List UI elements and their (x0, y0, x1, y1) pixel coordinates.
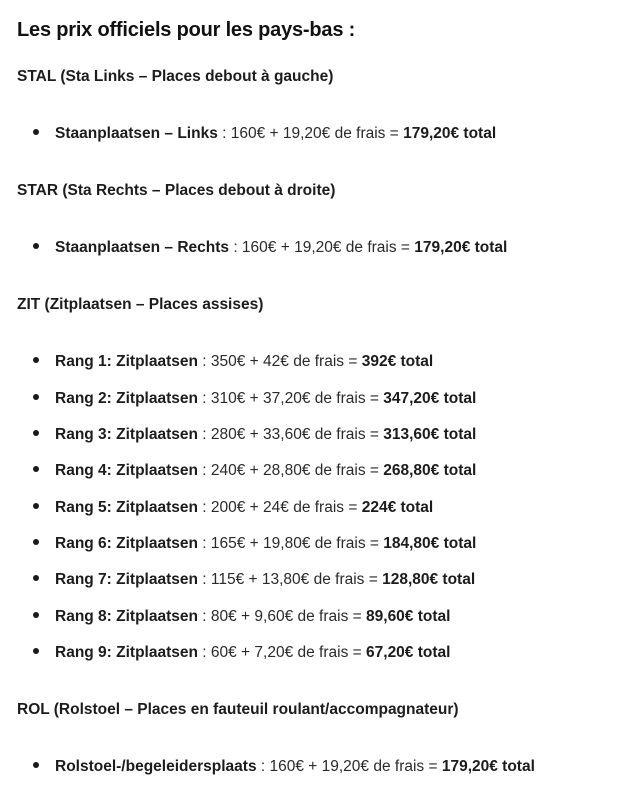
price-total: 392€ total (361, 353, 434, 370)
price-total: 347,20€ total (383, 390, 477, 407)
price-total: 179,20€ total (403, 125, 497, 142)
price-total: 89,60€ total (366, 608, 451, 625)
bullet-icon (33, 612, 39, 618)
price-total: 268,80€ total (383, 462, 477, 479)
price-detail: : 310€ + 37,20€ de frais = (197, 390, 384, 407)
ticket-name: Rang 6: Zitplaatsen (55, 535, 198, 552)
price-detail: : 160€ + 19,20€ de frais = (217, 125, 404, 142)
bullet-icon (33, 575, 39, 581)
price-total: 128,80€ total (382, 571, 476, 588)
ticket-name: Rang 8: Zitplaatsen (55, 608, 198, 625)
section-heading-stal: STAL (Sta Links – Places debout à gauche) (17, 68, 334, 85)
price-item (33, 499, 433, 517)
price-detail: : 160€ + 19,20€ de frais = (256, 758, 442, 775)
price-item (33, 426, 476, 444)
price-item (33, 571, 475, 589)
price-item (33, 353, 433, 371)
bullet-icon (33, 466, 39, 472)
ticket-name: Rang 2: Zitplaatsen (55, 390, 198, 407)
ticket-name: Rang 7: Zitplaatsen (55, 571, 198, 588)
section-heading-zit: ZIT (Zitplaatsen – Places assises) (17, 296, 264, 313)
bullet-icon (33, 357, 39, 363)
price-total: 179,20€ total (441, 758, 535, 775)
bullet-icon (33, 762, 39, 768)
section-heading-star: STAR (Sta Rechts – Places debout à droite) (17, 182, 336, 199)
ticket-name: Rang 5: Zitplaatsen (55, 499, 198, 516)
price-item (33, 390, 476, 408)
price-item (33, 239, 507, 257)
ticket-name: Staanplaatsen – Rechts (55, 239, 230, 256)
ticket-name: Rang 9: Zitplaatsen (55, 644, 198, 661)
bullet-icon (33, 394, 39, 400)
price-detail: : 165€ + 19,80€ de frais = (197, 535, 384, 552)
price-detail: : 240€ + 28,80€ de frais = (197, 462, 384, 479)
bullet-icon (33, 648, 39, 654)
bullet-icon (33, 243, 39, 249)
bullet-icon (33, 129, 39, 135)
price-detail: : 115€ + 13,80€ de frais = (197, 571, 383, 588)
bullet-icon (33, 430, 39, 436)
page-title: Les prix officiels pour les pays-bas : (17, 19, 356, 41)
price-total: 313,60€ total (383, 426, 477, 443)
bullet-icon (33, 539, 39, 545)
price-item (33, 644, 450, 662)
bullet-icon (33, 503, 39, 509)
price-detail: : 280€ + 33,60€ de frais = (197, 426, 384, 443)
price-total: 184,80€ total (383, 535, 477, 552)
price-total: 67,20€ total (366, 644, 451, 661)
price-item (33, 608, 450, 626)
price-item (33, 758, 535, 776)
price-detail: : 160€ + 19,20€ de frais = (229, 239, 415, 256)
section-heading-rol: ROL (Rolstoel – Places en fauteuil roulant/accompagnateur) (17, 701, 459, 718)
ticket-name: Rolstoel-/begeleidersplaats (55, 758, 257, 775)
ticket-name: Rang 1: Zitplaatsen (55, 353, 198, 370)
ticket-name: Rang 4: Zitplaatsen (55, 462, 198, 479)
price-item (33, 125, 496, 143)
price-detail: : 350€ + 42€ de frais = (197, 353, 362, 370)
price-total: 179,20€ total (414, 239, 508, 256)
ticket-name: Staanplaatsen – Links (55, 125, 218, 142)
price-detail: : 60€ + 7,20€ de frais = (197, 644, 367, 661)
ticket-name: Rang 3: Zitplaatsen (55, 426, 198, 443)
price-total: 224€ total (361, 499, 434, 516)
price-item (33, 535, 476, 553)
price-detail: : 80€ + 9,60€ de frais = (197, 608, 367, 625)
price-item (33, 462, 476, 480)
price-detail: : 200€ + 24€ de frais = (197, 499, 362, 516)
